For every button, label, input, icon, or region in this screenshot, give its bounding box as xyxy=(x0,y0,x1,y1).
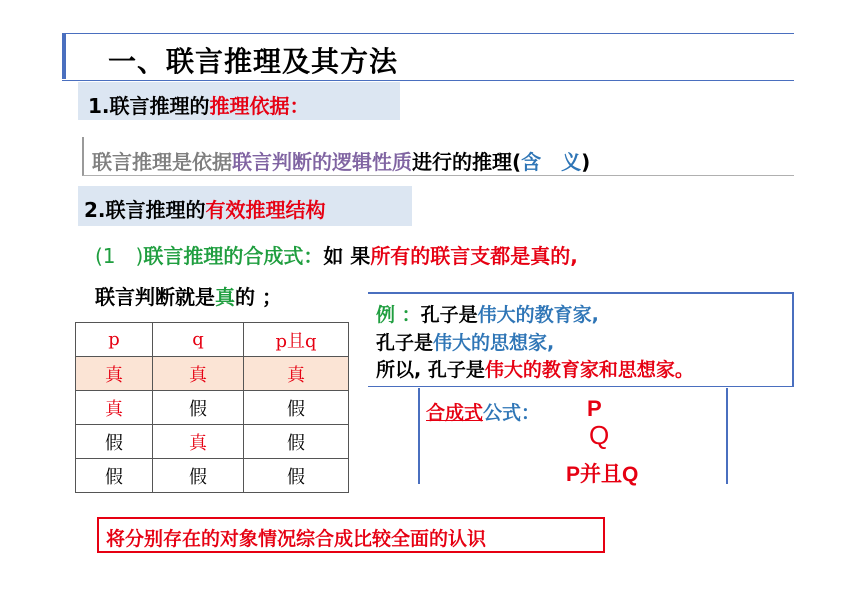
table-cell: 假 xyxy=(244,459,349,493)
subsection-label: 联言推理的合成式： xyxy=(143,244,324,268)
table-cell: 假 xyxy=(76,459,153,493)
page-title: 一、联言推理及其方法 xyxy=(108,45,399,78)
definition-part2: 联言判断的逻辑性质 xyxy=(232,150,412,174)
table-cell: 假 xyxy=(76,425,153,459)
section2-heading xyxy=(84,194,326,223)
table-header-cell: p xyxy=(76,323,153,357)
example-line3-text: 所以, 孔子是 xyxy=(376,359,485,381)
definition-text xyxy=(92,146,590,175)
table-cell: 真 xyxy=(153,357,244,391)
example-label: 例 ： xyxy=(376,304,421,326)
table-header-cell: p且q xyxy=(244,323,349,357)
section2-highlight: 有效推理结构 xyxy=(205,198,326,222)
formula-label: 合成式 xyxy=(426,402,484,424)
table-row xyxy=(76,425,349,459)
example-line2 xyxy=(376,328,554,355)
subsection-highlight: 所有的联言支都是真的, xyxy=(370,244,578,268)
example-line2-highlight: 伟大的思想家, xyxy=(433,332,555,354)
formula-heading xyxy=(426,398,540,425)
truth-table xyxy=(75,322,349,493)
definition-part4: 含 义 xyxy=(521,150,582,174)
example-line2-text: 孔子是 xyxy=(376,332,434,354)
table-row xyxy=(76,357,349,391)
table-cell: 假 xyxy=(153,459,244,493)
table-cell: 真 xyxy=(153,425,244,459)
title-accent-bar xyxy=(62,33,66,79)
formula-p: P xyxy=(587,396,602,421)
subsection-line2-text1: 联言判断就是 xyxy=(95,285,215,309)
formula-q: Q xyxy=(589,420,610,450)
table-cell: 真 xyxy=(76,357,153,391)
true-word: 真 xyxy=(215,285,235,309)
subsection-line2-text2: 的 ； xyxy=(235,285,282,309)
table-header-row xyxy=(76,323,349,357)
table-header-cell: q xyxy=(153,323,244,357)
example-line1-text: 孔子是 xyxy=(420,304,478,326)
example-line1-highlight: 伟大的教育家, xyxy=(477,304,599,326)
subsection-number: (1 ) xyxy=(95,244,144,268)
definition-part1: 联言推理是依据 xyxy=(92,150,232,174)
subsection-line2 xyxy=(95,281,282,310)
table-cell: 真 xyxy=(244,357,349,391)
table-row xyxy=(76,391,349,425)
table-cell: 假 xyxy=(244,425,349,459)
example-line3 xyxy=(376,355,694,382)
table-cell: 假 xyxy=(153,391,244,425)
table-cell: 假 xyxy=(244,391,349,425)
formula-conclusion: P并且Q xyxy=(566,463,639,486)
subsection-line1 xyxy=(95,240,578,269)
section2-prefix: 2.联言推理的 xyxy=(84,198,206,222)
example-line1 xyxy=(376,300,599,327)
section1-heading xyxy=(88,90,310,119)
conclusion-text: 将分别存在的对象情况综合成比较全面的认识 xyxy=(106,528,487,550)
table-row xyxy=(76,459,349,493)
example-line3-highlight: 伟大的教育家和思想家。 xyxy=(484,359,694,381)
section1-prefix: 1.联言推理的 xyxy=(88,94,210,118)
section1-highlight: 推理依据： xyxy=(209,94,310,118)
definition-close: ) xyxy=(581,150,591,174)
table-cell: 真 xyxy=(76,391,153,425)
definition-part3: 进行的推理( xyxy=(412,150,522,174)
subsection-text: 如 果 xyxy=(323,244,371,268)
formula-label2: 公式： xyxy=(483,402,541,424)
